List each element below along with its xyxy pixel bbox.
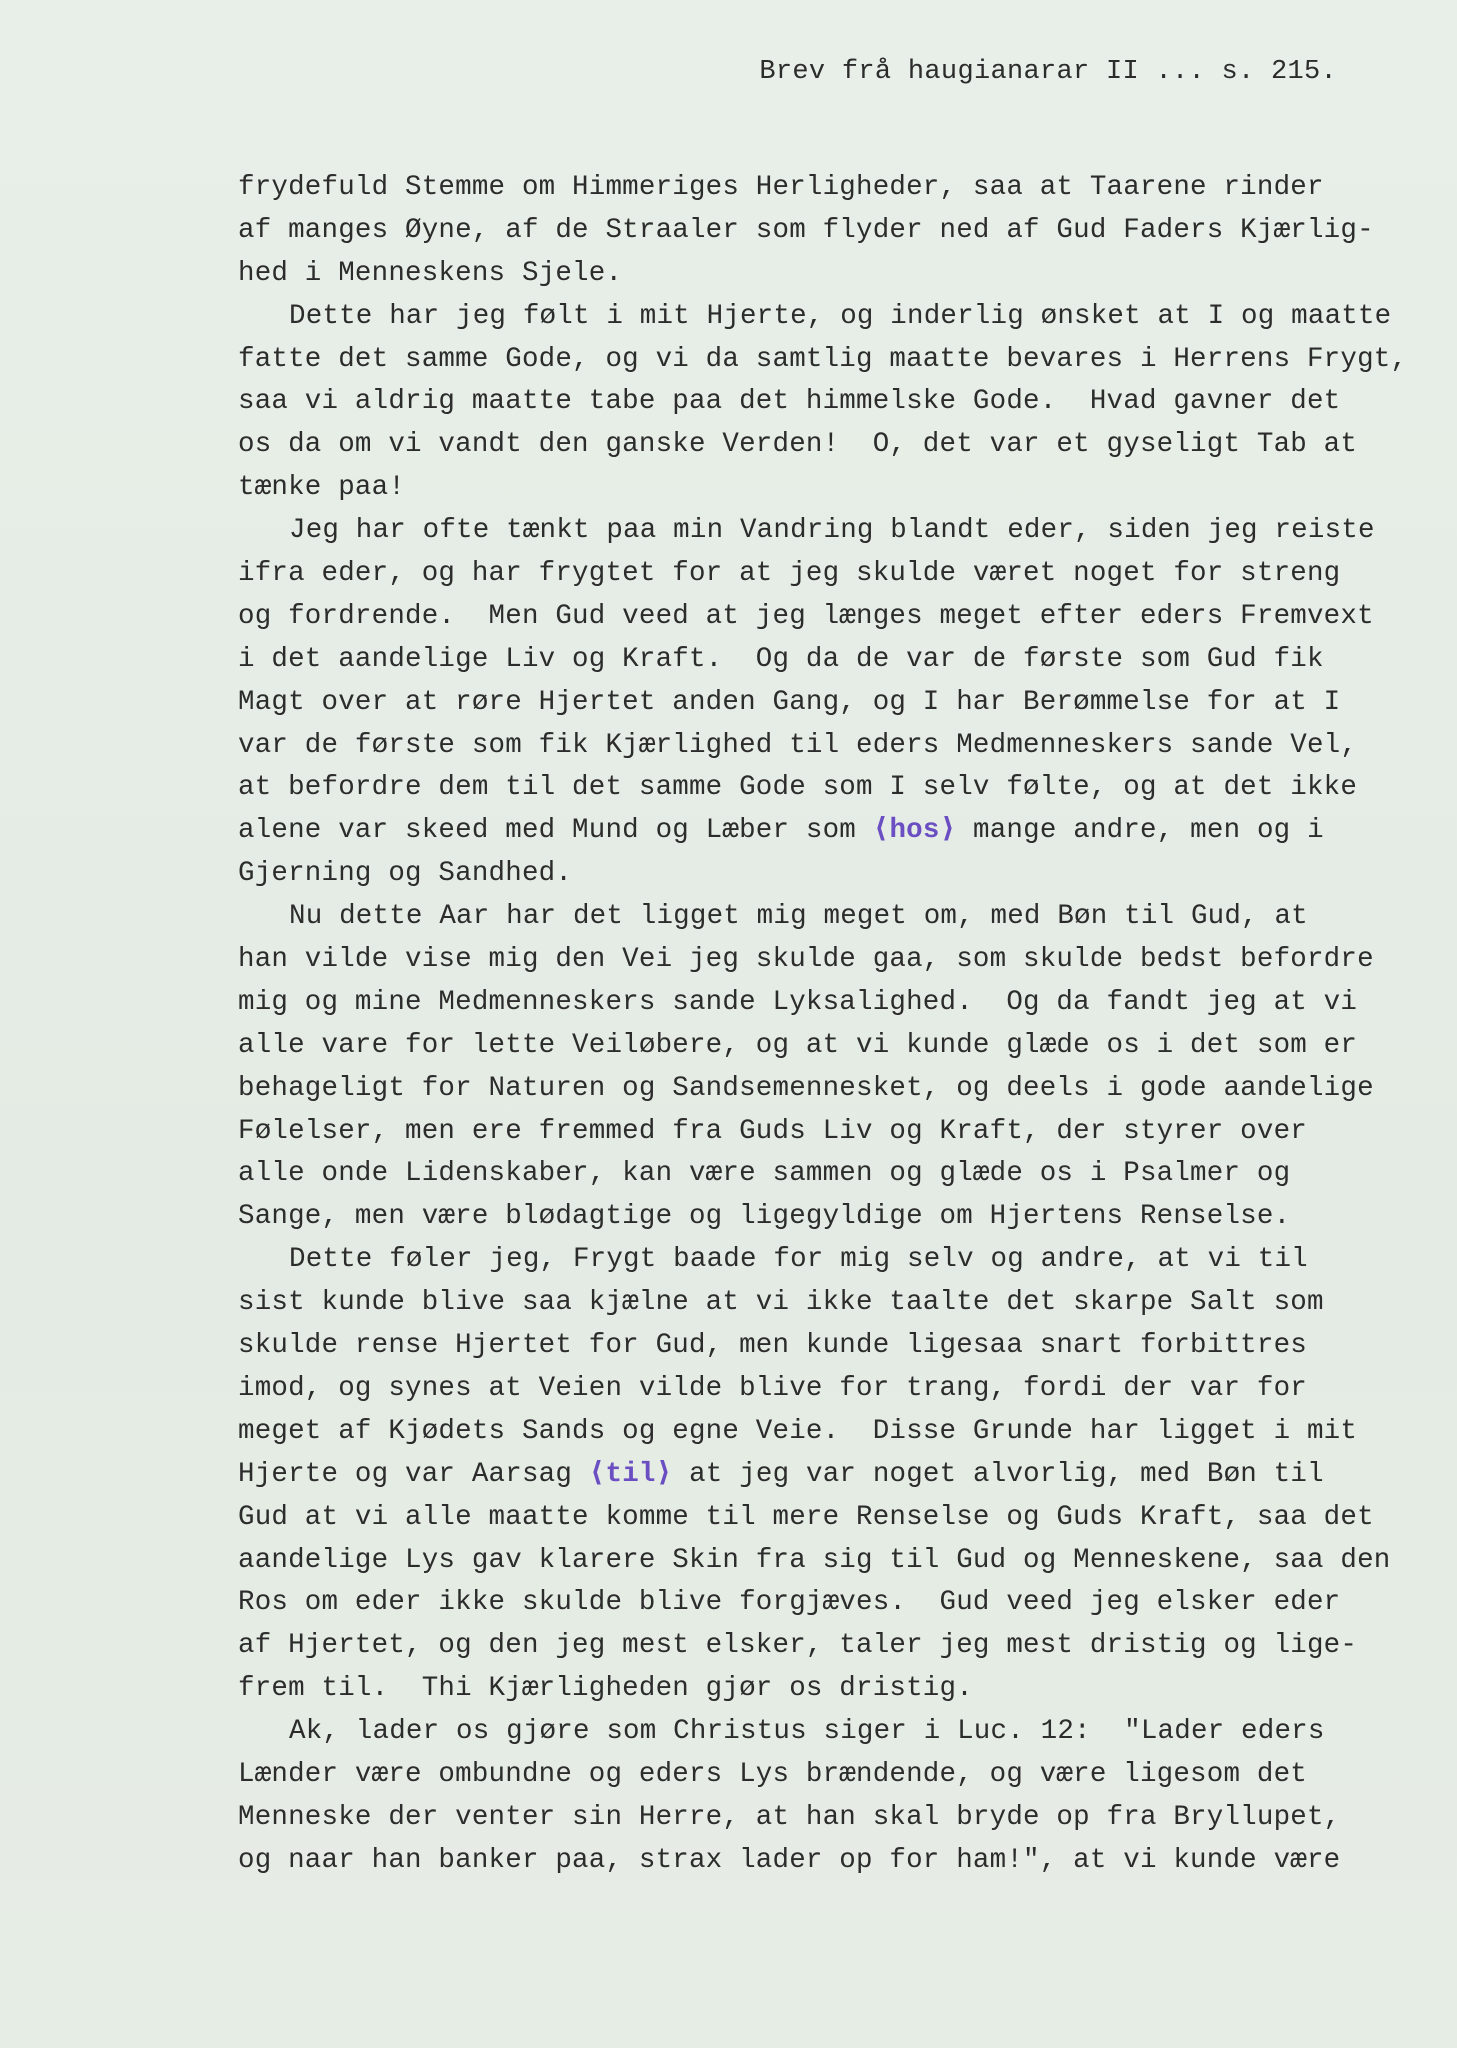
text-line: Ak, lader os gjøre som Christus siger i Luc. 12: "Lader eders bbox=[289, 1716, 1325, 1748]
text-line: han vilde vise mig den Vei jeg skulde gaa, som skulde bedst befordre bbox=[238, 944, 1374, 976]
text-line: aandelige Lys gav klarere Skin fra sig til Gud og Menneskene, saa den bbox=[238, 1544, 1391, 1576]
text-line: skulde rense Hjertet for Gud, men kunde ligesaa snart forbittres bbox=[238, 1330, 1307, 1362]
text-line: Lænder være ombundne og eders Lys brændende, og være ligesom det bbox=[238, 1758, 1307, 1790]
text-line: i det aandelige Liv og Kraft. Og da de var de første som Gud fik bbox=[238, 643, 1324, 675]
text-line: sist kunde blive saa kjælne at vi ikke taalte det skarpe Salt som bbox=[238, 1287, 1324, 1319]
text-line: Nu dette Aar har det ligget mig meget om, med Bøn til Gud, at bbox=[289, 901, 1308, 933]
editorial-insertion: ⟨til⟩ bbox=[588, 1458, 673, 1490]
text-segment: alene var skeed med Mund og Læber som bbox=[238, 815, 873, 847]
text-segment: mange andre, men og i bbox=[956, 815, 1324, 847]
page-header: Brev frå haugianarar II ... s. 215. bbox=[759, 57, 1337, 87]
text-line: frem til. Thi Kjærligheden gjør os dristig. bbox=[238, 1673, 973, 1705]
text-line bbox=[238, 1454, 1398, 1497]
text-line: meget af Kjødets Sands og egne Veie. Disse Grunde har ligget i mit bbox=[238, 1415, 1358, 1447]
text-segment: Hjerte og var Aarsag bbox=[238, 1458, 589, 1490]
text-line: af manges Øyne, af de Straaler som flyder ned af Gud Faders Kjærlig- bbox=[238, 214, 1374, 246]
text-line: Magt over at røre Hjertet anden Gang, og I har Berømmelse for at I bbox=[238, 686, 1341, 718]
text-line: imod, og synes at Veien vilde blive for trang, fordi der var for bbox=[238, 1372, 1307, 1404]
text-line: behageligt for Naturen og Sandsemennesket, og deels i gode aandelige bbox=[238, 1072, 1374, 1104]
text-line: af Hjertet, og den jeg mest elsker, taler jeg mest dristig og lige- bbox=[238, 1630, 1358, 1662]
text-line: og naar han banker paa, strax lader op for ham!", at vi kunde være bbox=[238, 1844, 1341, 1876]
text-line: Menneske der venter sin Herre, at han skal bryde op fra Bryllupet, bbox=[238, 1801, 1341, 1833]
editorial-insertion: ⟨hos⟩ bbox=[872, 815, 957, 847]
text-line: frydefuld Stemme om Himmeriges Herligheder, saa at Taarene rinder bbox=[238, 172, 1324, 203]
text-line: os da om vi vandt den ganske Verden! O, det var et gyseligt Tab at bbox=[238, 429, 1358, 461]
text-line: og fordrende. Men Gud veed at jeg længes meget efter eders Fremvext bbox=[238, 600, 1374, 632]
text-line: Jeg har ofte tænkt paa min Vandring blandt eder, siden jeg reiste bbox=[289, 515, 1375, 547]
text-line: Sange, men være blødagtige og ligegyldige om Hjertens Renselse. bbox=[238, 1201, 1291, 1233]
text-line: fatte det samme Gode, og vi da samtlig maatte bevares i Herrens Frygt, bbox=[238, 343, 1408, 375]
text-line: Dette føler jeg, Frygt baade for mig selv og andre, at vi til bbox=[289, 1244, 1308, 1276]
text-line: ifra eder, og har frygtet for at jeg skulde været noget for streng bbox=[238, 558, 1341, 590]
text-line: Gjerning og Sandhed. bbox=[238, 858, 573, 890]
text-line: var de første som fik Kjærlighed til eders Medmenneskers sande Vel, bbox=[238, 729, 1358, 761]
text-line: Dette har jeg følt i mit Hjerte, og inderlig ønsket at I og maatte bbox=[289, 300, 1392, 332]
text-line: Gud at vi alle maatte komme til mere Renselse og Guds Kraft, saa det bbox=[238, 1501, 1374, 1533]
text-line: Ros om eder ikke skulde blive forgjæves. Gud veed jeg elsker eder bbox=[238, 1587, 1341, 1619]
text-line: saa vi aldrig maatte tabe paa det himmelske Gode. Hvad gavner det bbox=[238, 386, 1341, 418]
letter-body bbox=[238, 167, 1408, 1883]
text-line: Følelser, men ere fremmed fra Guds Liv og Kraft, der styrer over bbox=[238, 1115, 1307, 1147]
text-line: alle onde Lidenskaber, kan være sammen og glæde os i Psalmer og bbox=[238, 1158, 1291, 1190]
text-line: at befordre dem til det samme Gode som I selv følte, og at det ikke bbox=[238, 772, 1358, 804]
text-line bbox=[238, 810, 1398, 853]
text-line: mig og mine Medmenneskers sande Lyksalighed. Og da fandt jeg at vi bbox=[238, 986, 1358, 1018]
text-line: alle vare for lette Veiløbere, og at vi kunde glæde os i det som er bbox=[238, 1029, 1358, 1061]
text-segment: at jeg var noget alvorlig, med Bøn til bbox=[672, 1458, 1324, 1490]
text-line: tænke paa! bbox=[238, 472, 406, 504]
text-line: hed i Menneskens Sjele. bbox=[238, 257, 623, 289]
